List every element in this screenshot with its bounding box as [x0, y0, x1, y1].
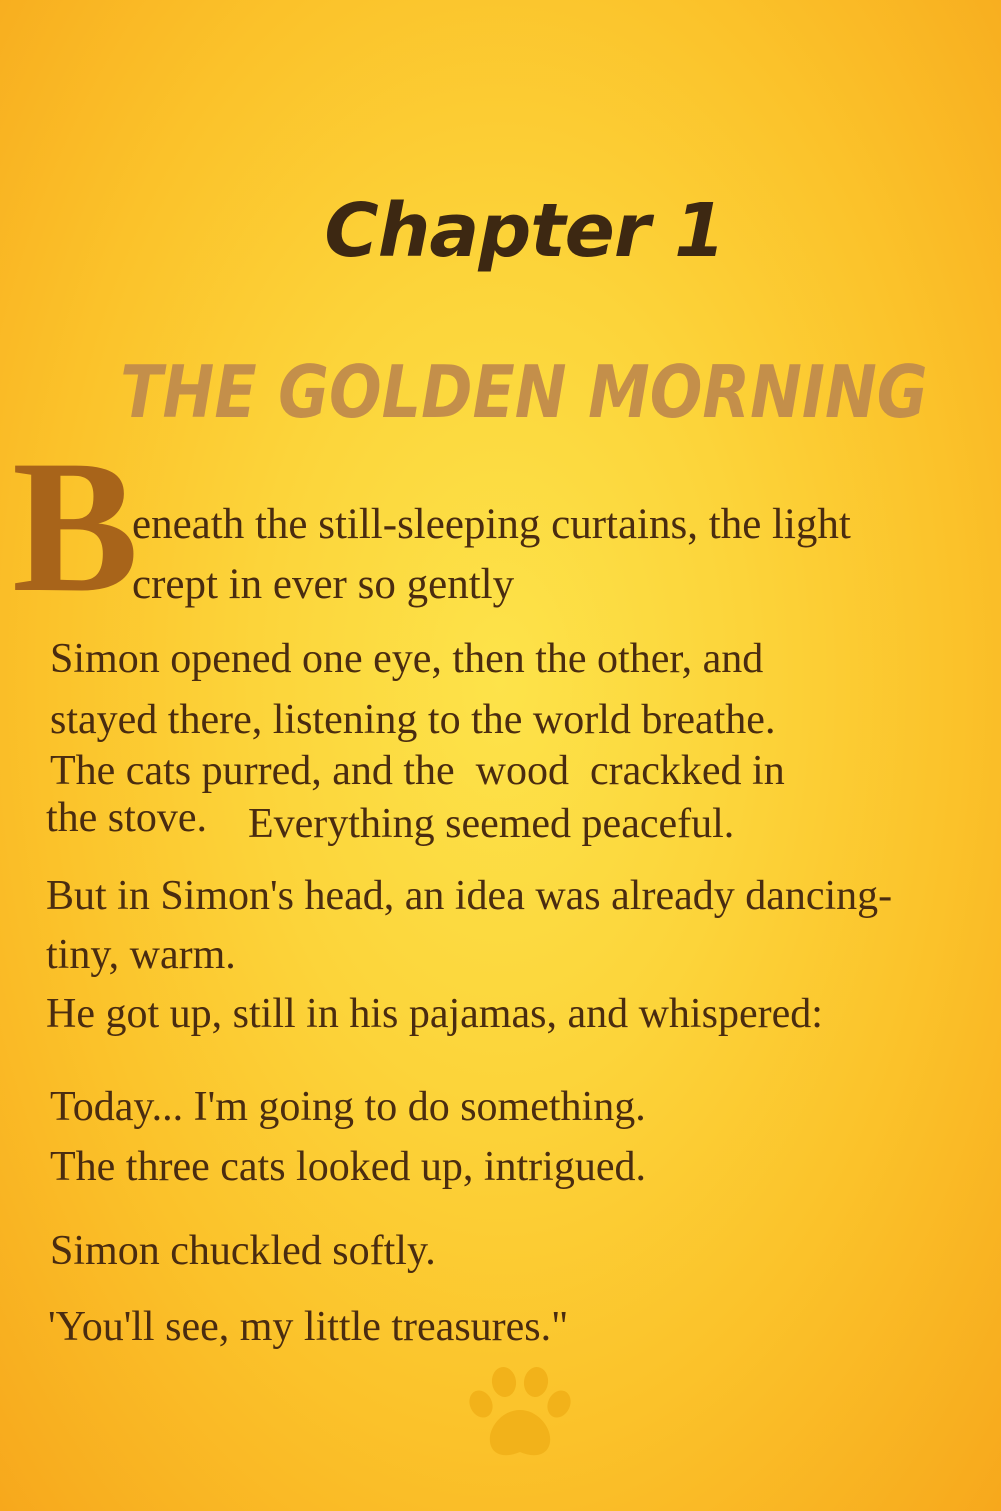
story-line: crept in ever so gently: [132, 561, 515, 608]
story-line: But in Simon's head, an idea was already dancing-: [46, 873, 893, 919]
chapter-number: Chapter 1: [324, 188, 725, 274]
story-line: Simon opened one eye, then the other, and: [50, 636, 764, 682]
story-line: He got up, still in his pajamas, and whispered:: [46, 991, 823, 1037]
story-line: 'You'll see, my little treasures.": [48, 1304, 569, 1350]
story-line: the stove.: [46, 795, 207, 841]
story-line: eneath the still-sleeping curtains, the light: [132, 501, 851, 548]
paw-print-icon: [466, 1366, 574, 1462]
story-line: Everything seemed peaceful.: [248, 801, 735, 847]
story-line: The cats purred, and the wood crackked in: [50, 748, 785, 794]
chapter-title: THE GOLDEN MORNING: [120, 350, 928, 434]
story-line: stayed there, listening to the world breathe.: [50, 697, 776, 743]
story-line: Today... I'm going to do something.: [50, 1084, 646, 1130]
drop-cap: B: [12, 422, 139, 632]
story-line: tiny, warm.: [46, 932, 236, 978]
story-line: Simon chuckled softly.: [50, 1228, 436, 1274]
story-line: The three cats looked up, intrigued.: [50, 1144, 646, 1190]
